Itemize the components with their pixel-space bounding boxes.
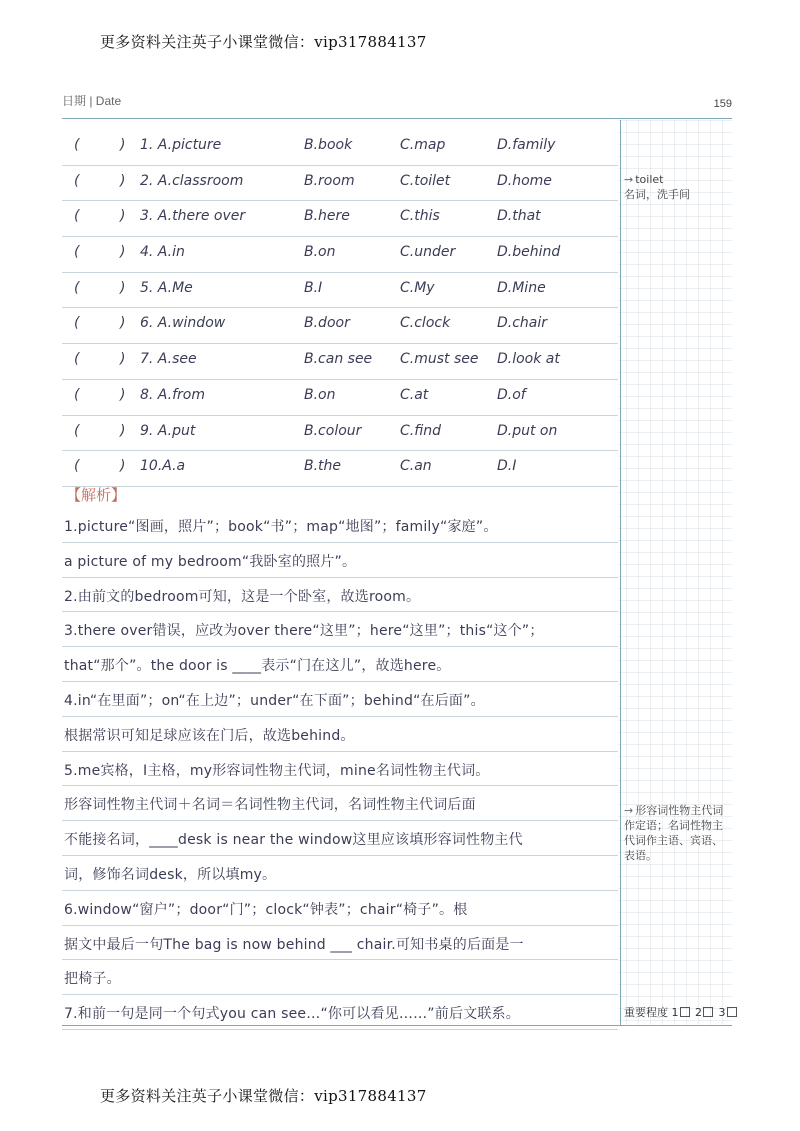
analysis-line: 不能接名词，____desk is near the window这里应该填形容词性物主代	[62, 821, 618, 856]
answer-paren-open: (	[74, 422, 80, 439]
option-a: 2. A.classroom	[140, 172, 244, 189]
importance-level: 1	[671, 1006, 679, 1019]
importance-label: 重要程度	[624, 1006, 668, 1019]
option-a: 1. A.picture	[140, 137, 222, 153]
option-c: C.toilet	[400, 172, 451, 189]
option-c: C.this	[400, 208, 440, 225]
option-a: 9. A.put	[140, 422, 196, 439]
option-a: 5. A.Me	[140, 279, 193, 296]
header-rule	[62, 118, 732, 119]
option-d: D.chair	[497, 315, 548, 332]
option-d: D.I	[497, 458, 517, 475]
importance-level: 3	[718, 1006, 726, 1019]
answer-paren-close: )	[120, 244, 126, 261]
question-list	[62, 130, 618, 487]
option-c: C.an	[400, 458, 432, 475]
importance-level: 2	[695, 1006, 702, 1019]
answer-paren-close: )	[120, 458, 126, 475]
page-header	[62, 92, 732, 116]
option-c: C.at	[400, 386, 429, 403]
analysis-line: a picture of my bedroom“我卧室的照片”。	[62, 543, 618, 578]
question-row	[62, 166, 618, 202]
analysis-line: 7.和前一句是同一个句式you can see…“你可以看见……”前后文联系。	[62, 995, 618, 1030]
option-d: D.that	[497, 208, 541, 225]
bottom-rule	[62, 1025, 732, 1026]
analysis-heading: 【解析】	[66, 486, 127, 504]
question-row	[62, 130, 618, 166]
option-b: B.the	[304, 458, 342, 475]
analysis-line: 5.me宾格，I主格，my形容词性物主代词，mine名词性物主代词。	[62, 752, 618, 787]
answer-paren-close: )	[120, 279, 126, 296]
option-d: D.home	[497, 172, 552, 189]
analysis-line: 4.in“在里面”；on“在上边”；under“在下面”；behind“在后面”。	[62, 682, 618, 717]
answer-paren-close: )	[120, 137, 126, 153]
analysis-line: 6.window“窗户”；door“门”；clock“钟表”；chair“椅子”。根	[62, 891, 618, 926]
answer-paren-open: (	[74, 244, 80, 261]
option-c: C.clock	[400, 315, 451, 332]
answer-paren-open: (	[74, 351, 80, 368]
analysis-line: 据文中最后一句The bag is now behind ___ chair.可知书桌的后面是一	[62, 926, 618, 961]
option-a: 4. A.in	[140, 244, 185, 261]
answer-paren-open: (	[74, 315, 80, 332]
importance-rating	[624, 1004, 739, 1020]
option-c: C.must see	[400, 351, 479, 368]
option-a: 10.A.a	[140, 458, 186, 475]
side-note-pronoun	[624, 803, 728, 863]
analysis-text	[62, 508, 618, 1030]
notebook-sheet	[62, 120, 732, 1025]
option-a: 6. A.window	[140, 315, 226, 332]
option-c: C.under	[400, 244, 456, 261]
option-d: D.look at	[497, 351, 560, 368]
answer-paren-open: (	[74, 386, 80, 403]
arrow-right-icon: →	[624, 804, 634, 817]
analysis-line: 把椅子。	[62, 960, 618, 995]
option-a: 3. A.there over	[140, 208, 246, 225]
option-b: B.door	[304, 315, 350, 332]
answer-paren-close: )	[120, 351, 126, 368]
option-d: D.put on	[497, 422, 558, 439]
question-row	[62, 380, 618, 416]
analysis-line: 2.由前文的bedroom可知，这是一个卧室，故选room。	[62, 578, 618, 613]
option-d: D.Mine	[497, 279, 546, 296]
watermark-top: 更多资料关注英子小课堂微信：vip317884137	[100, 33, 427, 51]
answer-paren-open: (	[74, 172, 80, 189]
option-c: C.find	[400, 422, 442, 439]
analysis-line: 根据常识可知足球应该在门后，故选behind。	[62, 717, 618, 752]
option-b: B.room	[304, 172, 355, 189]
question-row	[62, 237, 618, 273]
checkbox-icon	[703, 1007, 713, 1017]
question-row	[62, 273, 618, 309]
option-d: D.family	[497, 137, 556, 153]
answer-paren-open: (	[74, 279, 80, 296]
option-b: B.can see	[304, 351, 373, 368]
option-d: D.behind	[497, 244, 561, 261]
option-a: 7. A.see	[140, 351, 197, 368]
option-b: B.I	[304, 279, 323, 296]
page-number: 159	[713, 98, 732, 110]
question-row	[62, 451, 618, 487]
answer-paren-close: )	[120, 172, 126, 189]
option-c: C.My	[400, 279, 435, 296]
note-meaning: 名词，洗手间	[624, 188, 690, 201]
analysis-line: 1.picture“图画，照片”；book“书”；map“地图”；family“家庭”。	[62, 508, 618, 543]
option-a: 8. A.from	[140, 386, 205, 403]
main-column	[62, 120, 618, 1025]
date-label: 日期 | Date	[62, 94, 122, 108]
option-b: B.on	[304, 244, 336, 261]
question-row	[62, 308, 618, 344]
option-b: B.here	[304, 208, 350, 225]
note-text: 形容词性物主代词作定语；名词性物主代词作主语、宾语、表语。	[624, 804, 724, 862]
answer-paren-open: (	[74, 458, 80, 475]
checkbox-icon	[680, 1007, 690, 1017]
answer-paren-close: )	[120, 422, 126, 439]
analysis-line: that“那个”。the door is ____表示“门在这儿”，故选here。	[62, 647, 618, 682]
answer-paren-close: )	[120, 315, 126, 332]
answer-paren-open: (	[74, 208, 80, 225]
option-b: B.colour	[304, 422, 362, 439]
checkbox-icon	[727, 1007, 737, 1017]
answer-paren-open: (	[74, 137, 80, 153]
analysis-line: 3.there over错误，应改为over there“这里”；here“这里”；this“这个”；	[62, 612, 618, 647]
analysis-line: 词，修饰名词desk，所以填my。	[62, 856, 618, 891]
note-word: toilet	[635, 173, 664, 186]
question-row	[62, 416, 618, 452]
analysis-line: 形容词性物主代词＋名词＝名词性物主代词，名词性物主代词后面	[62, 786, 618, 821]
answer-paren-close: )	[120, 386, 126, 403]
watermark-bottom: 更多资料关注英子小课堂微信：vip317884137	[100, 1087, 427, 1105]
question-row	[62, 201, 618, 237]
arrow-right-icon: →	[624, 173, 634, 186]
margin-divider	[620, 120, 621, 1025]
option-c: C.map	[400, 137, 446, 153]
option-b: B.on	[304, 386, 336, 403]
option-b: B.book	[304, 137, 353, 153]
answer-paren-close: )	[120, 208, 126, 225]
option-d: D.of	[497, 386, 526, 403]
side-note-toilet	[624, 172, 724, 202]
question-row	[62, 344, 618, 380]
